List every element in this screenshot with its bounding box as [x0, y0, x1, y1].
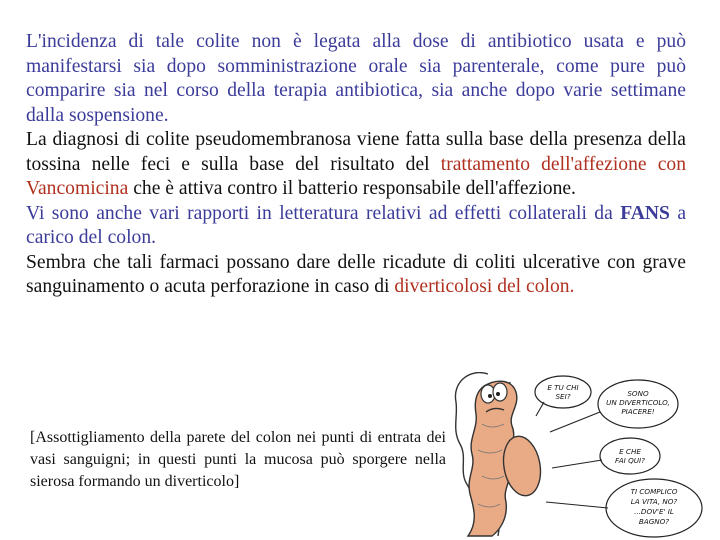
bubble-1-line-2: SEI? [555, 392, 571, 401]
colon-cartoon-icon [448, 372, 710, 538]
fans-term: FANS [620, 202, 670, 224]
bubble-2-line-1: SONO [627, 389, 649, 398]
bubble-2-line-3: PIACERE! [621, 407, 655, 416]
bubble-4-line-4: BAGNO? [638, 517, 670, 526]
diagnosis-text-end: che è attiva contro il batterio responsabile dell'affezione. [133, 178, 576, 199]
incidence-text: L'incidenza di tale colite non è legata alla dose di antibiotico usata e può manifestarsi sia dopo somministrazione orale sia parenterale, come pure può comparire sia nel corso della terapia antibiotica, sia anche dopo varie settimane dalla sospensione. [26, 31, 686, 126]
main-text [26, 30, 686, 300]
bubble-4-line-2: LA VITA, NO? [630, 497, 678, 506]
paragraph-complications [26, 251, 686, 300]
bubble-2-line-2: UN DIVERTICOLO, [606, 398, 670, 407]
bubble-3-line-2: FAI QUI? [615, 456, 645, 465]
bubble-4-line-1: TI COMPLICO [630, 487, 678, 496]
paragraph-diagnosis [26, 128, 686, 202]
complications-text: Sembra che tali farmaci possano dare delle ricadute di coliti ulcerative con grave sanguinamento o acuta perforazione in caso di [26, 251, 686, 297]
diverticulum-note: [Assottigliamento della parete del colon nei punti di entrata dei vasi sanguigni; in questi punti la mucosa può sporgere nella sierosa formando un diverticolo] [30, 429, 446, 490]
reports-text: Vi sono anche vari rapporti in letteratura relativi ad effetti collaterali da [26, 202, 613, 224]
reports-text-end: a carico del colon. [26, 202, 687, 248]
bubble-3-line-1: E CHE [619, 447, 641, 456]
vancomycin-highlight: trattamento dell'affezione con Vancomicina [26, 153, 686, 199]
diverticulosis-highlight: diverticolosi del colon. [394, 276, 575, 297]
diagnosis-text: La diagnosi di colite pseudomembranosa viene fatta sulla base della presenza della tossina nelle feci e sulla base del risultato del [26, 129, 686, 175]
bubble-1-line-1: E TU CHI [547, 383, 579, 392]
bubble-4-line-3: ...DOV'E' IL [634, 507, 674, 516]
paragraph-incidence [26, 30, 686, 128]
paragraph-reports [26, 202, 686, 251]
